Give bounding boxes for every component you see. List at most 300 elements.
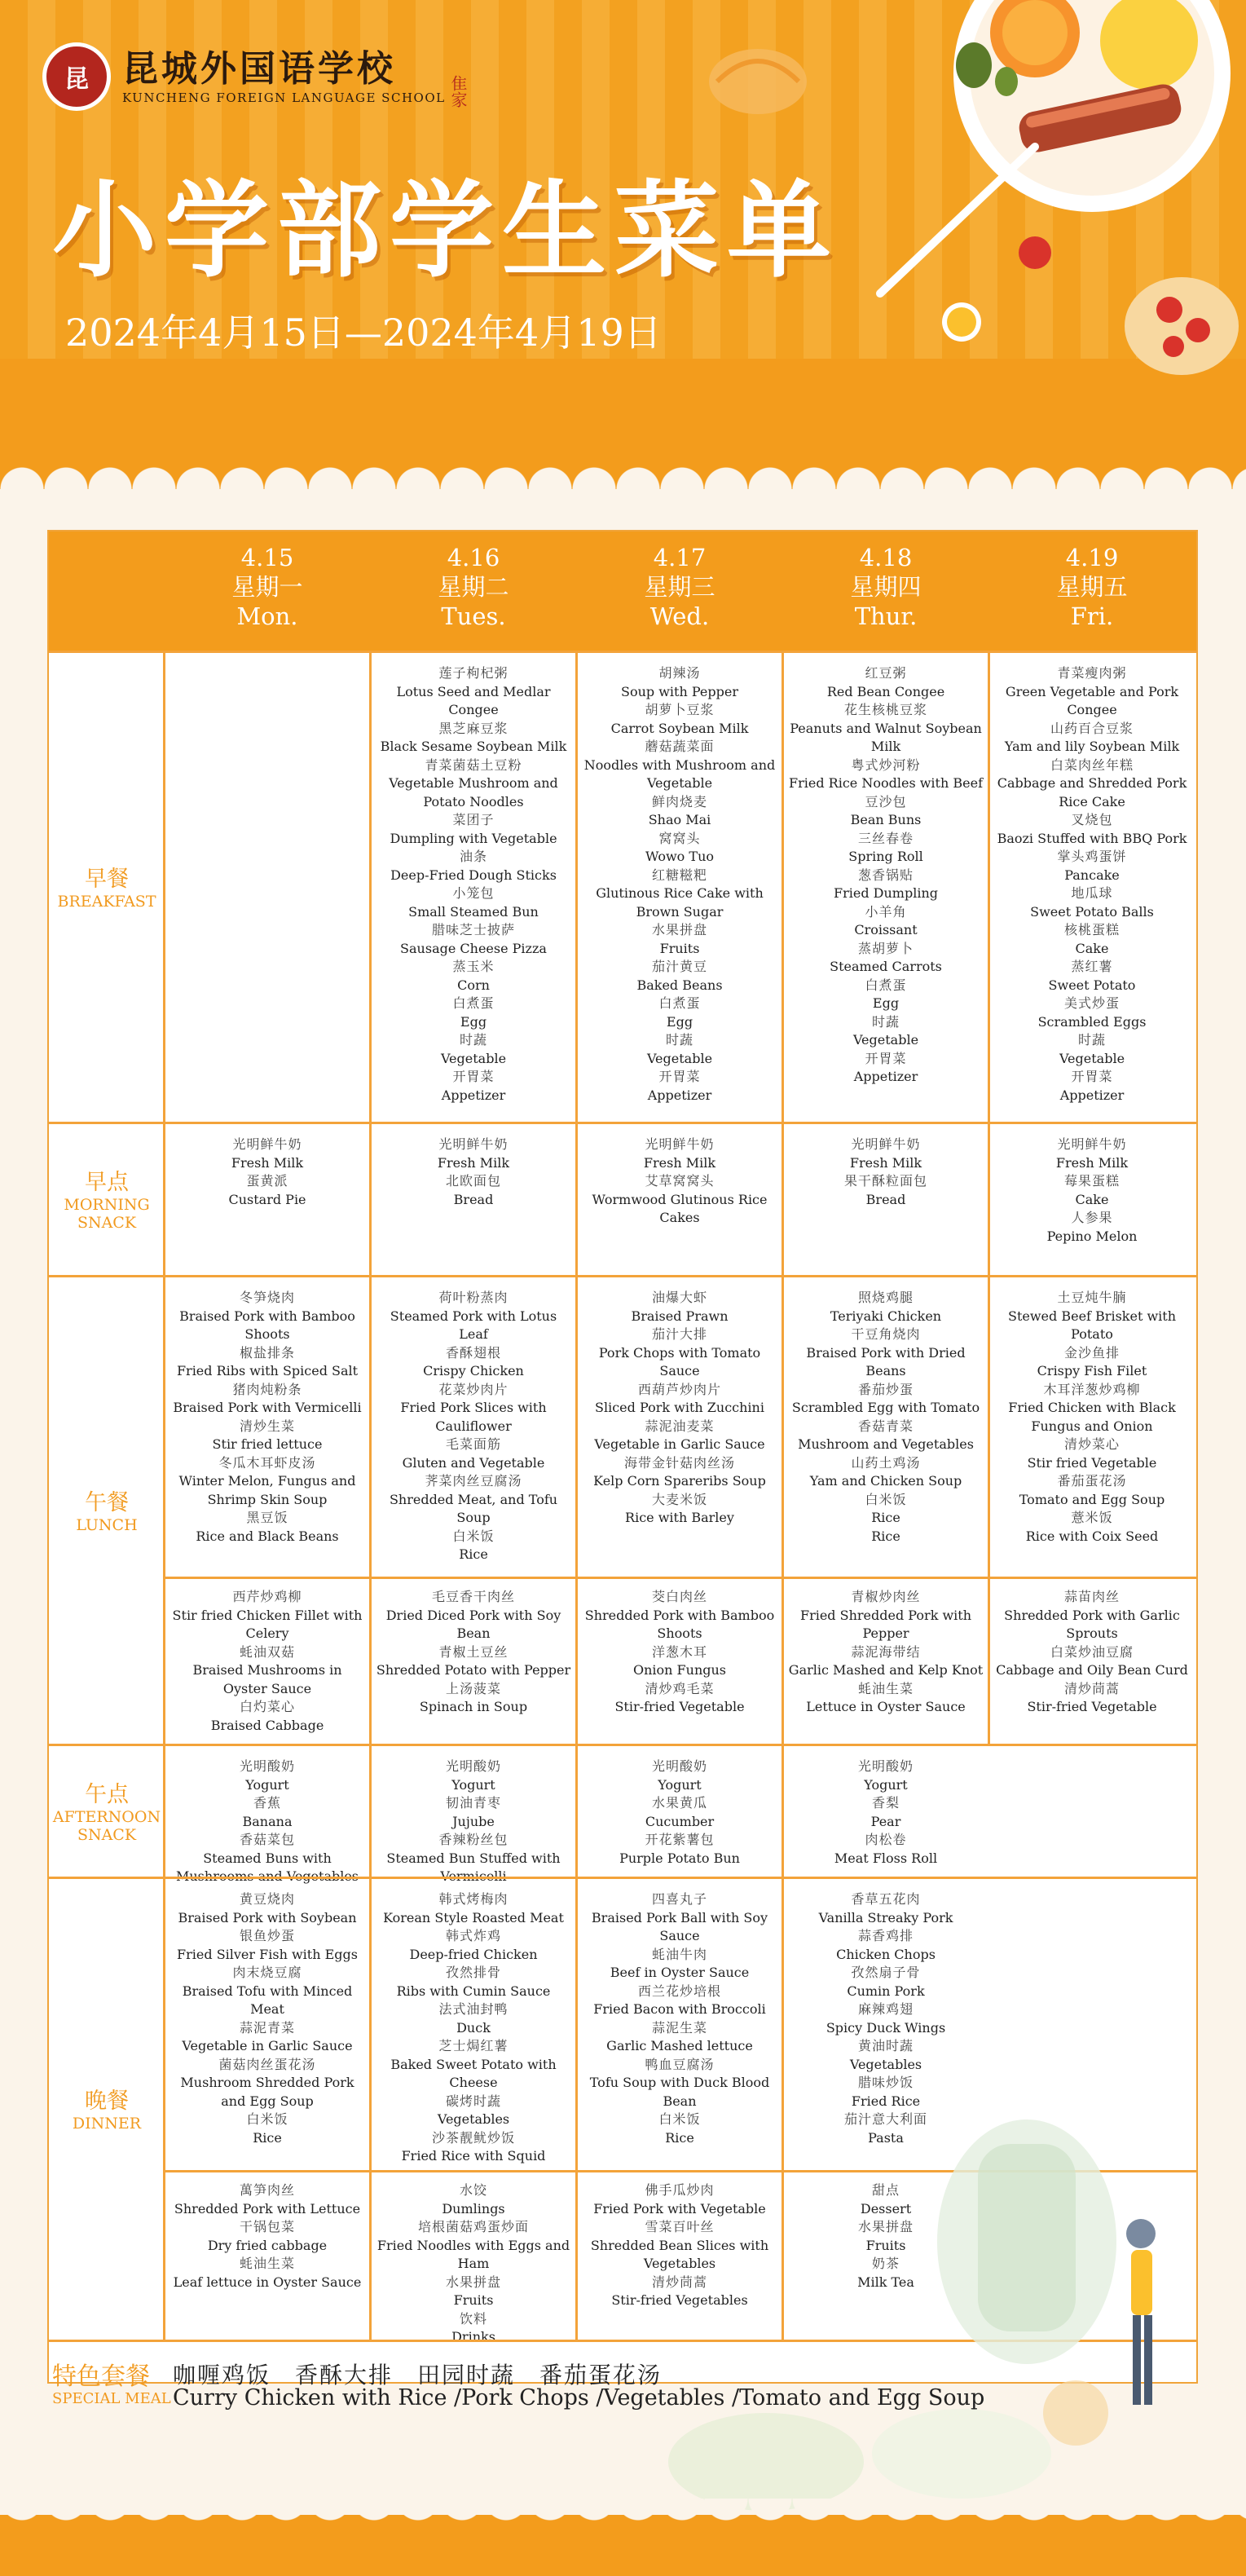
dish-name-en: Braised Pork with Dried Beans <box>806 1344 966 1378</box>
dish-name-cn: 光明鲜牛奶 <box>1057 1136 1127 1152</box>
dish-name-cn: 四喜丸子 <box>651 1891 707 1907</box>
dish-name-en: Fried Pork with Vegetable <box>593 2200 766 2217</box>
dish-name-cn: 油爆大虾 <box>651 1290 707 1305</box>
meal-label-cn: 午餐 <box>85 1489 129 1515</box>
menu-cell <box>165 1577 370 1744</box>
dish-name-cn: 黑豆饭 <box>246 1510 288 1525</box>
dish-name-cn: 蚝油双菇 <box>239 1643 295 1660</box>
dish-name-cn: 鸭血豆腐汤 <box>645 2056 715 2072</box>
dish-name-en: Braised Tofu with Minced Meat <box>182 1983 353 2017</box>
row-morning-snack <box>49 1122 1196 1275</box>
dish-name-cn: 蘑菇蔬菜面 <box>645 739 715 754</box>
day-date: 4.15 <box>240 544 294 571</box>
meal-label-cn: 晚餐 <box>85 2089 129 2114</box>
dish-name-en: Shredded Pork with Garlic Sprouts <box>1004 1607 1180 1641</box>
menu-cell <box>989 1124 1195 1277</box>
dish-name-en: Braised Cabbage <box>210 1717 324 1733</box>
dish-name-en: Bean Buns <box>850 812 922 827</box>
dish-name-cn: 白菜肉丝年糕 <box>1050 756 1134 773</box>
dish-name-en: Cake <box>1075 1191 1109 1207</box>
dish-name-cn: 蒜泥生菜 <box>651 2019 707 2036</box>
dish-name-en: Fried Shredded Pork with Pepper <box>799 1607 972 1641</box>
dish-name-en: Bread <box>865 1191 906 1207</box>
menu-cell <box>783 1124 988 1277</box>
day-weekday-en: Wed. <box>649 602 710 630</box>
dish-name-en: Ribs with Cumin Sauce <box>396 1983 551 1999</box>
dish-name-cn: 蚝油生菜 <box>857 1680 914 1696</box>
dish-name-en: Teriyaki Chicken <box>830 1308 942 1324</box>
dish-name-cn: 薏米饭 <box>1071 1510 1113 1525</box>
dish-name-cn: 清炒茼蒿 <box>651 2274 707 2290</box>
dish-name-cn: 光明鲜牛奶 <box>438 1136 509 1152</box>
dish-name-cn: 茭白肉丝 <box>651 1589 707 1604</box>
dish-name-cn: 油条 <box>459 849 487 864</box>
meal-label <box>49 1124 165 1277</box>
dish-name-cn: 红豆粥 <box>865 665 907 681</box>
dish-name-en: Beef in Oyster Sauce <box>610 1965 750 1980</box>
dish-name-cn: 香辣粉丝包 <box>438 1832 509 1847</box>
dish-name-cn: 艾草窝窝头 <box>645 1173 715 1189</box>
dish-name-cn: 北欧面包 <box>445 1173 501 1189</box>
dish-name-cn: 荠菜肉丝豆腐汤 <box>425 1473 522 1489</box>
dish-name-en: Fried Rice with Squid <box>401 2148 546 2164</box>
dish-name-cn: 光明酸奶 <box>445 1758 501 1774</box>
meal-label <box>49 1746 165 1879</box>
dish-name-en: Stewed Beef Brisket with Potato <box>1007 1308 1176 1342</box>
dish-name-en: Fresh Milk <box>437 1154 510 1171</box>
dish-name-cn: 土豆炖牛腩 <box>1057 1290 1127 1305</box>
dish-name-cn: 腊味炒饭 <box>857 2075 914 2090</box>
dish-name-en: Appetizer <box>853 1069 918 1084</box>
dish-name-cn: 果干酥粒面包 <box>843 1173 927 1189</box>
dish-name-cn: 黄豆烧肉 <box>239 1891 295 1907</box>
dish-name-en: Braised Pork Ball with Soy Sauce <box>591 1909 768 1943</box>
dish-name-en: Sweet Potato Balls <box>1030 903 1154 920</box>
dish-name-en: Noodles with Mushroom and Vegetable <box>583 756 776 791</box>
dish-name-cn: 清炒菜心 <box>1063 1436 1120 1452</box>
day-weekday-en: Fri. <box>1070 602 1114 630</box>
menu-cell <box>371 1879 576 2172</box>
menu-cell <box>165 1879 370 2172</box>
dish-name-en: Vegetable in Garlic Sauce <box>182 2038 353 2053</box>
dish-name-cn: 饮料 <box>459 2310 487 2327</box>
dish-name-cn: 白煮蛋 <box>865 977 907 993</box>
school-name-en: KUNCHENG FOREIGN LANGUAGE SCHOOL <box>122 90 446 105</box>
dish-name-en: Cake <box>1075 940 1109 956</box>
dish-name-en: Tofu Soup with Duck Blood Bean <box>589 2075 770 2109</box>
dish-name-en: Dumlings <box>442 2200 505 2217</box>
dish-name-en: Stir-fried Vegetable <box>614 1699 745 1714</box>
dish-name-cn: 法式油封鸭 <box>438 2001 509 2017</box>
dish-name-en: Fruits <box>865 2237 906 2253</box>
dish-name-en: Kelp Corn Spareribs Soup <box>593 1473 766 1489</box>
dish-name-cn: 银鱼炒蛋 <box>239 1928 295 1943</box>
dish-name-en: Deep-Fried Dough Sticks <box>390 867 557 883</box>
day-date: 4.17 <box>653 544 707 571</box>
dish-name-en: Cucumber <box>645 1813 715 1829</box>
dish-name-en: Braised Pork with Bamboo Shoots <box>179 1308 355 1342</box>
meal-label-en: BREAKFAST <box>57 893 156 911</box>
menu-cell <box>371 1277 576 1579</box>
dish-name-cn: 洋葱木耳 <box>651 1643 707 1660</box>
day-header-tue <box>371 543 576 631</box>
dish-name-en: Spinach in Soup <box>419 1699 528 1714</box>
dish-name-cn: 豆沙包 <box>865 793 907 809</box>
dish-name-en: Dumpling with Vegetable <box>390 830 557 846</box>
dish-name-cn: 海带金针菇肉丝汤 <box>623 1454 735 1471</box>
dish-name-cn: 荷叶粉蒸肉 <box>438 1290 509 1305</box>
dish-name-en: Braised Pork with Soybean <box>178 1909 357 1925</box>
dish-name-cn: 时蔬 <box>665 1032 693 1048</box>
dish-name-en: Croissant <box>854 922 918 937</box>
dish-name-cn: 香菇青菜 <box>857 1418 914 1434</box>
menu-cell <box>371 1124 576 1277</box>
dish-name-en: Mushroom and Vegetables <box>798 1436 974 1452</box>
dish-name-cn: 木耳洋葱炒鸡柳 <box>1043 1381 1141 1397</box>
dish-name-en: Braised Mushrooms in Oyster Sauce <box>192 1662 342 1696</box>
dish-name-cn: 萬笋肉丝 <box>239 2182 295 2198</box>
date-range: 2024年4月15日—2024年4月19日 <box>65 311 662 355</box>
dish-name-cn: 西兰花炒培根 <box>637 1983 721 1999</box>
dish-name-cn: 蒜泥青菜 <box>239 2019 295 2036</box>
menu-cell <box>577 1746 782 1879</box>
menu-cell <box>783 1277 988 1579</box>
emblem-text: 昆 <box>64 65 89 94</box>
dish-name-en: Drinks <box>451 2329 495 2344</box>
menu-cell <box>783 653 988 1124</box>
dish-name-cn: 小羊角 <box>865 903 907 920</box>
dish-name-en: Baozi Stuffed with BBQ Pork <box>997 830 1187 846</box>
dish-name-en: Crispy Chicken <box>423 1363 524 1378</box>
special-items-en: Curry Chicken with Rice /Pork Chops /Vegetables /Tomato and Egg Soup <box>173 2385 985 2411</box>
menu-cell <box>165 653 370 1124</box>
dish-name-en: Dessert <box>860 2200 912 2217</box>
dish-name-en: Banana <box>242 1813 293 1829</box>
menu-cell <box>165 1746 370 1884</box>
dish-name-en: Sausage Cheese Pizza <box>400 940 547 956</box>
dish-name-en: Steamed Pork with Lotus Leaf <box>390 1308 557 1342</box>
dish-name-en: Steamed Buns with Mushrooms and Vegetables <box>175 1850 359 1884</box>
dish-name-en: Lotus Seed and Medlar Congee <box>396 683 551 717</box>
menu-cell <box>989 1277 1195 1579</box>
dish-name-en: Garlic Mashed lettuce <box>606 2038 753 2053</box>
dish-name-cn: 掌头鸡蛋饼 <box>1057 849 1127 864</box>
dish-name-cn: 光明鲜牛奶 <box>851 1136 921 1152</box>
dish-name-cn: 花生核桃豆浆 <box>843 702 927 717</box>
dish-name-en: Rice <box>665 2129 694 2146</box>
dish-name-cn: 奶茶 <box>871 2256 900 2271</box>
dish-name-cn: 水果拼盘 <box>445 2274 501 2290</box>
dish-name-en: Black Sesame Soybean Milk <box>380 739 567 754</box>
dish-name-cn: 窝窝头 <box>658 830 701 846</box>
day-weekday-cn: 星期二 <box>438 573 509 601</box>
dish-name-cn: 干锅包菜 <box>239 2219 295 2234</box>
column-divider <box>369 651 372 2340</box>
dish-name-cn: 番茄炒蛋 <box>857 1381 914 1397</box>
dish-name-cn: 孜然扇子骨 <box>851 1965 921 1980</box>
dish-name-cn: 大麦米饭 <box>651 1491 707 1507</box>
menu-cell <box>165 2170 370 2340</box>
dish-name-en: Cumin Pork <box>847 1983 925 1999</box>
day-header-mon <box>165 543 370 631</box>
dish-name-en: Leaf lettuce in Oyster Sauce <box>173 2274 362 2290</box>
vegetables-illustration-icon <box>668 2364 1125 2511</box>
day-weekday-cn: 星期四 <box>850 573 922 601</box>
menu-cell <box>371 1577 576 1744</box>
dish-name-en: Crispy Fish Filet <box>1037 1363 1147 1378</box>
dish-name-cn: 干豆角烧肉 <box>851 1326 921 1342</box>
dish-name-en: Fresh Milk <box>849 1154 922 1171</box>
dish-name-cn: 白菜炒油豆腐 <box>1050 1643 1134 1660</box>
dish-name-cn: 水果拼盘 <box>857 2219 914 2234</box>
dish-name-cn: 蛋黄派 <box>246 1173 288 1189</box>
day-header-thu <box>783 543 988 631</box>
dish-name-cn: 菜团子 <box>452 812 495 827</box>
dish-name-cn: 开花紫薯包 <box>645 1832 715 1847</box>
dish-name-en: Vegetable <box>852 1032 919 1048</box>
dish-name-cn: 蒜苗肉丝 <box>1063 1589 1120 1604</box>
dish-name-en: Yam and lily Soybean Milk <box>1004 739 1180 754</box>
dish-name-en: Mushroom Shredded Pork and Egg Soup <box>180 2075 354 2109</box>
dish-name-cn: 清炒茼蒿 <box>1063 1680 1120 1696</box>
dish-name-en: Rice <box>253 2129 282 2146</box>
dish-name-cn: 白米饭 <box>246 2111 288 2127</box>
dish-name-en: Vegetable <box>440 1050 507 1066</box>
dish-name-cn: 胡萝卜豆浆 <box>645 702 715 717</box>
row-breakfast <box>49 651 1196 1122</box>
dish-name-cn: 胡辣汤 <box>658 665 701 681</box>
dish-name-cn: 冬笋烧肉 <box>239 1290 295 1305</box>
dish-name-cn: 照烧鸡腿 <box>857 1290 914 1305</box>
day-weekday-cn: 星期一 <box>231 573 303 601</box>
dish-name-cn: 毛菜面筋 <box>445 1436 501 1452</box>
dish-name-en: Baked Sweet Potato with Cheese <box>390 2056 557 2090</box>
dish-name-cn: 碳烤时蔬 <box>445 2093 501 2109</box>
column-divider <box>575 651 578 2340</box>
dish-name-cn: 椒盐排条 <box>239 1344 295 1361</box>
dish-name-en: Scrambled Egg with Tomato <box>791 1400 980 1415</box>
special-items-cn: 咖喱鸡饭 香酥大排 田园时蔬 番茄蛋花汤 <box>173 2362 663 2389</box>
menu-cell <box>371 2170 576 2344</box>
dish-name-en: Stir-fried Vegetable <box>1027 1699 1157 1714</box>
row-afternoon-snack <box>49 1744 1196 1884</box>
dish-name-en: Shredded Pork with Bamboo Shoots <box>584 1607 775 1641</box>
menu-cell <box>783 1577 988 1744</box>
dish-name-en: Carrot Soybean Milk <box>610 720 749 736</box>
dish-name-cn: 西芹炒鸡柳 <box>232 1589 302 1604</box>
dish-name-cn: 青菜瘦肉粥 <box>1057 665 1127 681</box>
dish-name-cn: 水果黄瓜 <box>651 1795 707 1811</box>
dish-name-cn: 上汤菠菜 <box>445 1680 501 1696</box>
dish-name-en: Fried Pork Slices with Cauliflower <box>400 1400 547 1434</box>
dish-name-cn: 肉松卷 <box>865 1832 907 1847</box>
menu-cell <box>371 1746 576 1884</box>
dish-name-en: Peanuts and Walnut Soybean Milk <box>790 720 982 754</box>
school-emblem-icon <box>42 42 111 111</box>
dish-name-en: Stir-fried Vegetables <box>611 2292 748 2308</box>
dish-name-en: Appetizer <box>1059 1087 1125 1103</box>
dish-name-cn: 蒸玉米 <box>452 959 495 974</box>
dish-name-en: Fresh Milk <box>1055 1154 1129 1171</box>
dish-name-en: Rice and Black Beans <box>196 1528 339 1544</box>
dish-name-cn: 开胃菜 <box>1071 1069 1113 1084</box>
dish-name-cn: 莲子枸杞粥 <box>438 665 509 681</box>
dish-name-en: Corn <box>457 977 490 993</box>
dish-name-cn: 肉末烧豆腐 <box>232 1965 302 1980</box>
dish-name-cn: 光明酸奶 <box>239 1758 295 1774</box>
dish-name-en: Winter Melon, Fungus and Shrimp Skin Soup <box>178 1473 356 1507</box>
croissant-icon <box>701 33 815 130</box>
dish-name-en: Egg <box>666 1013 693 1030</box>
special-label-cn: 特色套餐 <box>52 2362 150 2391</box>
dish-name-cn: 佛手瓜炒肉 <box>645 2182 715 2198</box>
menu-cell <box>577 1879 782 2172</box>
dish-name-cn: 沙茶靓鱿炒饭 <box>431 2129 515 2146</box>
day-header-wed <box>577 543 782 631</box>
menu-cell <box>371 653 576 1124</box>
dish-name-cn: 香草五花肉 <box>851 1891 921 1907</box>
dish-name-cn: 水果拼盘 <box>651 922 707 937</box>
dish-name-cn: 甜点 <box>871 2182 900 2198</box>
dish-name-en: Wormwood Glutinous Rice Cakes <box>592 1191 768 1225</box>
meal-label-cn: 早餐 <box>85 867 129 892</box>
day-date: 4.18 <box>859 544 913 571</box>
day-date: 4.19 <box>1065 544 1119 571</box>
seal-stamp: 隹家 <box>448 75 468 108</box>
dish-name-cn: 蒸红薯 <box>1071 959 1113 974</box>
column-divider <box>782 651 784 2340</box>
dish-name-en: Soup with Pepper <box>621 683 738 699</box>
dish-name-en: Appetizer <box>441 1087 506 1103</box>
dish-name-en: Vegetable Mushroom and Potato Noodles <box>389 775 558 809</box>
dish-name-en: Yogurt <box>864 1776 908 1793</box>
row-lunch <box>49 1275 1196 1577</box>
dish-name-cn: 开胃菜 <box>865 1050 907 1066</box>
dish-name-cn: 韧油青枣 <box>445 1795 501 1811</box>
day-date: 4.16 <box>447 544 500 571</box>
dish-name-en: Shredded Pork with Lettuce <box>174 2200 361 2217</box>
day-weekday-en: Tues. <box>441 602 506 630</box>
dish-name-cn: 白米饭 <box>658 2111 701 2127</box>
menu-cell <box>577 2170 782 2340</box>
dish-name-en: Vegetables <box>849 2056 922 2072</box>
dish-name-en: Vegetable in Garlic Sauce <box>594 1436 765 1452</box>
dish-name-cn: 韩式烤梅肉 <box>438 1891 509 1907</box>
dish-name-en: Chicken Chops <box>836 1946 936 1962</box>
dish-name-en: Meat Floss Roll <box>834 1850 938 1866</box>
dish-name-en: Shredded Bean Slices with Vegetables <box>590 2237 769 2271</box>
table-header <box>49 532 1196 651</box>
dish-name-en: Tomato and Egg Soup <box>1019 1491 1165 1507</box>
dish-name-cn: 蚝油牛肉 <box>651 1946 707 1962</box>
page-title: 小学部学生菜单 <box>52 170 840 292</box>
day-weekday-cn: 星期五 <box>1056 573 1128 601</box>
dish-name-cn: 猪肉炖粉条 <box>232 1381 302 1397</box>
dish-name-en: Onion Fungus <box>632 1662 727 1678</box>
dish-name-en: Appetizer <box>647 1087 712 1103</box>
dish-name-en: Dried Diced Pork with Soy Bean <box>385 1607 561 1641</box>
dish-name-cn: 核桃蛋糕 <box>1063 922 1120 937</box>
dish-name-en: Fried Dumpling <box>834 885 938 901</box>
dish-name-cn: 毛豆香干肉丝 <box>431 1589 515 1604</box>
dish-name-en: Pork Chops with Tomato Sauce <box>598 1344 761 1378</box>
dish-name-en: Korean Style Roasted Meat <box>383 1909 564 1925</box>
dish-name-cn: 光明酸奶 <box>651 1758 707 1774</box>
dish-name-cn: 香蕉 <box>253 1795 281 1811</box>
dish-name-cn: 茄汁黄豆 <box>651 959 707 974</box>
dish-name-en: Rice with Coix Seed <box>1025 1528 1159 1544</box>
dish-name-cn: 蒜泥海带结 <box>851 1643 921 1660</box>
dish-name-en: Rice with Barley <box>625 1510 734 1525</box>
dish-name-cn: 芝士焗红薯 <box>438 2038 509 2053</box>
dish-name-en: Egg <box>460 1013 487 1030</box>
menu-cell <box>577 653 782 1124</box>
dish-name-en: Pancake <box>1064 867 1120 883</box>
menu-cell <box>577 1124 782 1277</box>
dish-name-en: Shao Mai <box>648 812 711 827</box>
menu-cell <box>165 1277 370 1579</box>
dish-name-en: Fruits <box>453 2292 494 2308</box>
menu-cell <box>577 1577 782 1744</box>
dish-name-cn: 茄汁意大利面 <box>843 2111 927 2127</box>
dish-name-cn: 青菜菌菇土豆粉 <box>425 756 522 773</box>
meal-label-cn: 午点 <box>85 1781 129 1807</box>
dish-name-en: Red Bean Congee <box>826 683 945 699</box>
dish-name-cn: 韩式炸鸡 <box>445 1928 501 1943</box>
dish-name-en: Small Steamed Bun <box>408 903 539 920</box>
dish-name-en: Fried Noodles with Eggs and Ham <box>376 2237 570 2271</box>
dish-name-en: Cabbage and Shredded Pork Rice Cake <box>997 775 1187 809</box>
dish-name-cn: 山药百合豆浆 <box>1050 720 1134 736</box>
dish-name-en: Vegetable <box>1059 1050 1125 1066</box>
dish-name-en: Stir fried lettuce <box>212 1436 323 1452</box>
dish-name-cn: 蒜香鸡排 <box>857 1928 914 1943</box>
dish-name-en: Yogurt <box>658 1776 702 1793</box>
dish-name-cn: 时蔬 <box>871 1013 900 1030</box>
dish-name-cn: 红糖糍粑 <box>651 867 707 883</box>
school-name-cn: 昆城外国语学校 <box>122 48 396 90</box>
dish-name-cn: 西葫芦炒肉片 <box>637 1381 721 1397</box>
dish-name-en: Purple Potato Bun <box>619 1850 740 1866</box>
dish-name-en: Wowo Tuo <box>645 849 714 864</box>
dish-name-cn: 孜然排骨 <box>445 1965 501 1980</box>
school-logo <box>42 42 446 111</box>
dish-name-en: Yogurt <box>451 1776 495 1793</box>
dish-name-en: Shredded Meat, and Tofu Soup <box>389 1491 558 1525</box>
dish-name-en: Glutinous Rice Cake with Brown Sugar <box>596 885 764 920</box>
dish-name-en: Fresh Milk <box>231 1154 304 1171</box>
column-divider <box>988 651 990 1744</box>
dish-name-en: Egg <box>872 995 900 1011</box>
dish-name-en: Green Vegetable and Pork Congee <box>1005 683 1179 717</box>
menu-cell <box>165 1124 370 1277</box>
dish-name-cn: 香酥翅根 <box>445 1344 501 1361</box>
dish-name-cn: 香菇菜包 <box>239 1832 295 1847</box>
meal-label-en: LUNCH <box>76 1515 138 1534</box>
dish-name-cn: 美式炒蛋 <box>1063 995 1120 1011</box>
dish-name-cn: 香梨 <box>871 1795 900 1811</box>
menu-cell <box>783 1746 988 1879</box>
dish-name-en: Steamed Carrots <box>830 959 942 974</box>
dish-name-cn: 水饺 <box>459 2182 487 2198</box>
dish-name-en: Spicy Duck Wings <box>826 2019 946 2036</box>
dish-name-en: Fried Ribs with Spiced Salt <box>176 1363 359 1378</box>
dish-name-cn: 白煮蛋 <box>452 995 495 1011</box>
dish-name-cn: 花菜炒肉片 <box>438 1381 509 1397</box>
dish-name-cn: 培根菌菇鸡蛋炒面 <box>417 2219 529 2234</box>
day-weekday-en: Thur. <box>854 602 918 630</box>
footer-band <box>0 2515 1246 2576</box>
